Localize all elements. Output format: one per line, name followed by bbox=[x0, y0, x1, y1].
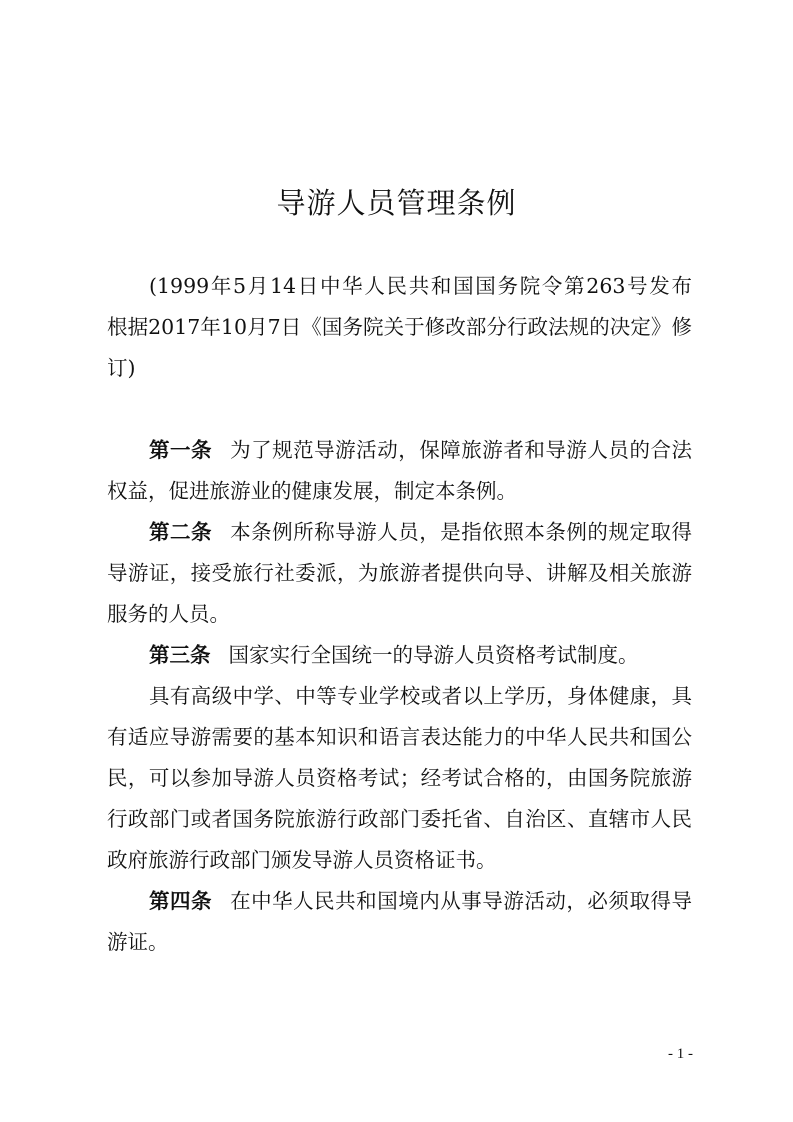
article-3-continuation-paragraph bbox=[107, 676, 692, 881]
article-3-text: 国家实行全国统一的导游人员资格考试制度。 bbox=[228, 643, 639, 667]
document-body bbox=[107, 266, 713, 963]
page-number: - 1 - bbox=[668, 1046, 693, 1062]
article-3-paragraph bbox=[107, 635, 692, 676]
preamble-paragraph: (1999年5月14日中华人民共和国国务院令第263号发布 根据2017年10月7日《国务院关于修改部分行政法规的决定》修订) bbox=[107, 274, 713, 380]
article-3-continuation-text: 具有高级中学、中等专业学校或者以上学历，身体健康，具有适应导游需要的基本知识和语言表达能力的中华人民共和国公民，可以参加导游人员资格考试；经考试合格的，由国务院旅游行政部门或者国务院旅游行政部门委托省、自治区、直辖市人民政府旅游行政部门颁发导游人员资格证书。 bbox=[107, 684, 692, 872]
article-4-text: 在中华人民共和国境内从事导游活动，必须取得导游证。 bbox=[107, 889, 692, 954]
article-2-paragraph bbox=[107, 512, 692, 635]
article-4-paragraph bbox=[107, 881, 692, 963]
article-2-heading: 第二条 bbox=[149, 520, 213, 544]
article-2-text: 本条例所称导游人员，是指依照本条例的规定取得导游证，接受旅行社委派，为旅游者提供向导、讲解及相关旅游服务的人员。 bbox=[107, 520, 692, 626]
article-1-paragraph bbox=[107, 430, 692, 512]
article-3-heading: 第三条 bbox=[149, 643, 211, 667]
article-1-text: 为了规范导游活动，保障旅游者和导游人员的合法权益，促进旅游业的健康发展，制定本条例。 bbox=[107, 438, 692, 503]
article-4-heading: 第四条 bbox=[149, 889, 213, 913]
article-1-heading: 第一条 bbox=[149, 438, 213, 462]
document-title: 导游人员管理条例 bbox=[276, 186, 517, 220]
